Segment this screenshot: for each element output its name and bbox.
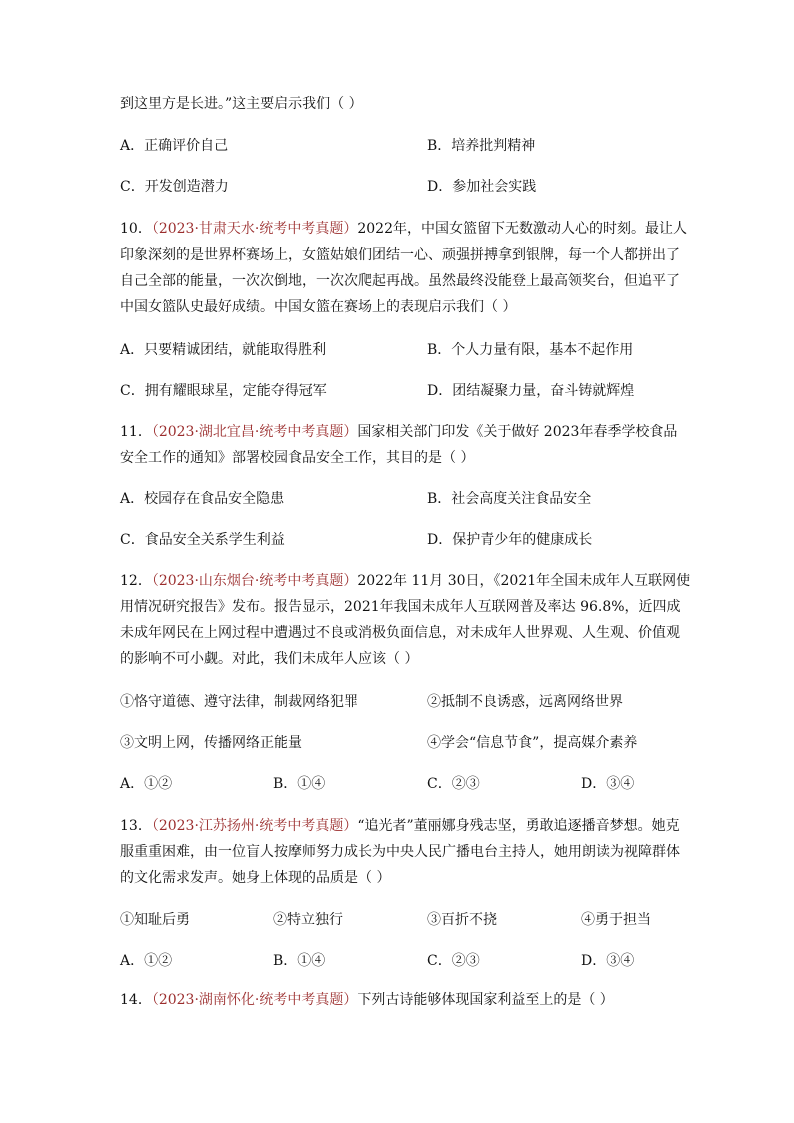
q14-stem-line	[120, 990, 614, 1010]
q13-statement-4: ④勇于担当	[581, 912, 651, 928]
question-source: （2023·山东烟台·统考中考真题）	[151, 573, 358, 589]
question-number: 13．	[120, 818, 152, 834]
q13-stem-line	[120, 816, 680, 836]
q12-option-d: D．③④	[581, 776, 635, 792]
q12-option-c: C．②③	[427, 776, 480, 792]
q10-stem-line: 自己全部的能量，一次次倒地，一次次爬起再战。虽然最终没能登上最高领奖台，但追平了	[120, 273, 680, 289]
q13-stem-line: 的文化需求发声。她身上体现的品质是（ ）	[120, 870, 391, 886]
q12-option-b: B．①④	[273, 776, 326, 792]
question-number: 10．	[120, 221, 152, 237]
q11-stem-line: 安全工作的通知》部署校园食品安全工作，其目的是（ ）	[120, 450, 475, 466]
q10-stem-line: 中国女篮队史最好成绩。中国女篮在赛场上的表现启示我们（ ）	[120, 299, 517, 315]
stem-text: 下列古诗能够体现国家利益至上的是（ ）	[357, 992, 614, 1008]
q11-stem-line	[120, 422, 677, 442]
q12-statement-4: ④学会“信息节食”，提高媒介素养	[427, 735, 638, 751]
stem-text: 2022年 11月 30日，《2021年全国未成年人互联网使	[357, 573, 691, 589]
question-source: （2023·湖北宜昌·统考中考真题）	[151, 424, 358, 440]
q9-option-b: B．培养批判精神	[427, 138, 536, 154]
stem-text: 2022年，中国女篮留下无数激动人心的时刻。最让人	[357, 221, 687, 237]
q12-statement-3: ③文明上网，传播网络正能量	[120, 735, 302, 751]
q12-stem-line: 的影响不可小觑。对此，我们未成年人应该（ ）	[120, 651, 419, 667]
question-source: （2023·江苏扬州·统考中考真题）	[151, 818, 358, 834]
q12-stem-line: 未成年网民在上网过程中遭遇过不良或消极负面信息，对未成年人世界观、人生观、价值观	[120, 625, 680, 641]
q11-option-c: C．食品安全关系学生利益	[120, 532, 285, 548]
q9-option-d: D．参加社会实践	[427, 179, 537, 195]
q11-option-d: D．保护青少年的健康成长	[427, 532, 593, 548]
q12-option-a: A．①②	[120, 776, 173, 792]
question-number: 11．	[120, 424, 152, 440]
question-source: （2023·甘肃天水·统考中考真题）	[151, 221, 358, 237]
q9-stem-tail: 到这里方是长进。”这主要启示我们（ ）	[120, 96, 363, 112]
question-source: （2023·湖南怀化·统考中考真题）	[151, 992, 358, 1008]
q12-statement-1: ①恪守道德、遵守法律，制裁网络犯罪	[120, 694, 358, 710]
q12-stem-line: 用情况研究报告》发布。报告显示，2021年我国未成年人互联网普及率达 96.8%，近四成	[120, 599, 681, 615]
q13-option-a: A．①②	[120, 953, 173, 969]
q13-statement-3: ③百折不挠	[427, 912, 497, 928]
q10-option-d: D．团结凝聚力量，奋斗铸就辉煌	[427, 383, 635, 399]
q10-stem-line: 印象深刻的是世界杯赛场上，女篮姑娘们团结一心、顽强拼搏拿到银牌，每一个人都拼出了	[120, 247, 680, 263]
q13-option-b: B．①④	[273, 953, 326, 969]
question-number: 14．	[120, 992, 152, 1008]
q10-option-a: A．只要精诚团结，就能取得胜利	[120, 342, 327, 358]
q13-option-c: C．②③	[427, 953, 480, 969]
q11-option-a: A．校园存在食品安全隐患	[120, 491, 285, 507]
q12-statement-2: ②抵制不良诱惑，远离网络世界	[427, 694, 623, 710]
q13-statement-1: ①知耻后勇	[120, 912, 190, 928]
q10-option-b: B．个人力量有限，基本不起作用	[427, 342, 634, 358]
q9-option-c: C．开发创造潜力	[120, 179, 229, 195]
question-number: 12．	[120, 573, 152, 589]
q12-stem-line	[120, 571, 690, 591]
q9-option-a: A．正确评价自己	[120, 138, 229, 154]
stem-text: “追光者”董丽娜身残志坚，勇敢追逐播音梦想。她克	[357, 818, 680, 834]
q10-option-c: C．拥有耀眼球星，定能夺得冠军	[120, 383, 327, 399]
stem-text: 国家相关部门印发《关于做好 2023年春季学校食品	[357, 424, 678, 440]
q13-stem-line: 服重重困难，由一位盲人按摩师努力成长为中央人民广播电台主持人，她用朗读为视障群体	[120, 844, 680, 860]
q13-statement-2: ②特立独行	[273, 912, 343, 928]
q11-option-b: B．社会高度关注食品安全	[427, 491, 592, 507]
q10-stem-line	[120, 219, 687, 239]
q13-option-d: D．③④	[581, 953, 635, 969]
